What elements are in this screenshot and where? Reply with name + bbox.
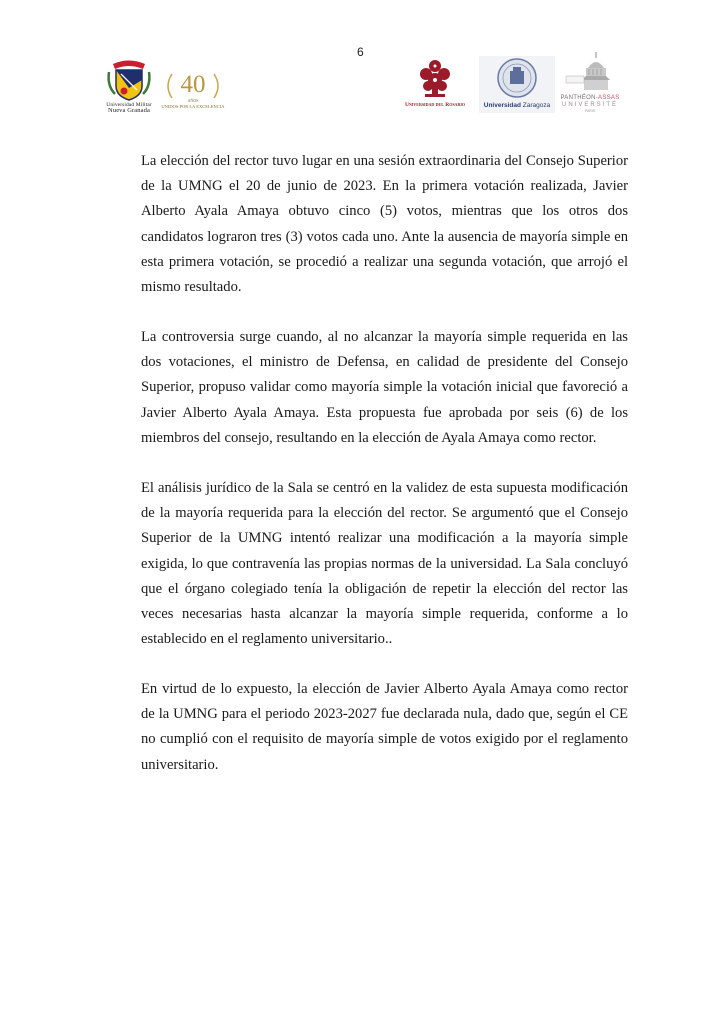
paragraph-conclusion: En virtud de lo expuesto, la elección de Javier Alberto Ayala Amaya como rector de la UMNG para el periodo 2023-2027 fue declarada nula, dado que, según el CE no cumplió con el requisito de mayoría simple de votos exigido por el reglamento universitario. — [141, 681, 628, 773]
umng-shield-icon — [103, 58, 155, 102]
pantheon-dome-icon — [558, 50, 622, 94]
pantheon-assas-line3: PARIS — [584, 109, 596, 113]
zaragoza-logo-bold: Universidad — [483, 102, 521, 109]
paragraph-controversy: La controversia surge cuando, al no alcanzar la mayoría simple requerida en las dos votaciones, el ministro de Defensa, en calidad de presidente del Consejo Superior, propuso validar como mayoría simple la votación inicial que favoreció a Javier Alberto Ayala Amaya. Esta propuesta fue aprobada por seis (6) de los miembros del consejo, resultando en la elección de Ayala Amaya como rector. — [141, 329, 628, 446]
umng-logo-text — [103, 102, 155, 114]
zaragoza-seal-icon — [479, 56, 555, 102]
forty-years-tagline: UNIDOS POR LA EXCELENCIA — [161, 104, 225, 109]
assas-text: ASSAS — [598, 95, 620, 101]
forty-years-word: AÑOS — [187, 98, 199, 103]
paragraph-election-session: La elección del rector tuvo lugar en una sesión extraordinaria del Consejo Superior de la UMNG el 20 de junio de 2023. En la primera votación realizada, Javier Alberto Ayala Amaya obtuvo cinco (5) votos, mientras que los otros dos candidatos lograron tres (3) votos cada uno. Ante la ausencia de mayoría simple en esta primera votación, se procedió a realizar una segunda votación, que arrojó el mismo resultado. — [141, 153, 628, 296]
page-number: 6 — [357, 45, 364, 59]
umng-logo — [103, 58, 155, 116]
zaragoza-logo-regular: Zaragoza — [520, 102, 551, 109]
rosario-crest-icon — [395, 56, 475, 100]
pantheon-assas-logo — [558, 50, 622, 114]
rosario-logo — [395, 56, 475, 112]
zaragoza-logo-text — [479, 102, 555, 109]
pantheon-assas-line1 — [558, 95, 622, 101]
forty-years-logo — [160, 70, 226, 114]
umng-logo-line1: Universidad Militar — [106, 102, 152, 108]
umng-logo-line2: Nueva Granada — [108, 107, 150, 114]
rosario-logo-text: Universidad del Rosario — [404, 102, 466, 108]
pantheon-text: PANTHÉON- — [560, 95, 599, 101]
forty-years-number: 40 — [180, 71, 206, 98]
pantheon-assas-line2: UNIVERSITÉ — [561, 102, 618, 108]
paragraph-legal-analysis: El análisis jurídico de la Sala se centró en la validez de esta supuesta modificación de la mayoría requerida para la elección del rector. Se argumentó que el Consejo Superior de la UMNG intentó realizar una modificación a la mayoría simple exigida, lo que contravenía las propias normas de la universidad. La Sala concluyó que el órgano colegiado tenía la obligación de repetir la elección del rector las veces necesarias hasta alcanzar la mayoría simple requerida, conforme a lo establecido en el reglamento universitario.. — [141, 480, 628, 648]
zaragoza-logo — [479, 56, 555, 113]
